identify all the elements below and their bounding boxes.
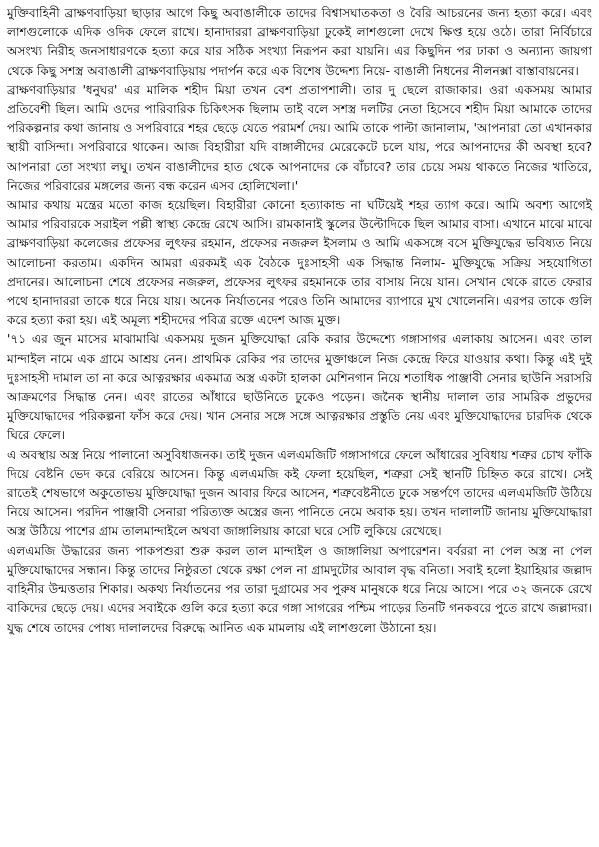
paragraph-3: আমার কথায় মন্ত্রের মতো কাজ হয়েছিল। বিহারীরা কোনো হত্যাকান্ড না ঘটিয়েই শহর ত্যাগ করে। আমি অবশ্য আগেই আমার পরিবারকে সরাইল পল্লী স্বাস্থ্য কেন্দ্রে রেখে আসি। রামকানাই স্কুলের উল্টোদিকে ছিল আমার বাসা। এখানে মাঝে মাঝে ব্রাক্ষণবাড়িয়া কলেজের প্রফেসর লুৎফর রহমান, প্রফেসর নজরুল ইসলাম ও আমি একসঙ্গে বসে মুক্তিযুদ্ধের ভবিষ্যত নিয়ে আলোচনা করতাম। একদিন আমরা এরকমই এক বৈঠকে দুঃসাহসী এক সিদ্ধান্ত নিলাম- মুক্তিযুদ্ধে সক্রিয় সহযোগিতা প্রদানের। আলোচনা শেষে প্রফেসর নজরুল, প্রফেসর লুৎফর রহমানকে তার বাসায় নিয়ে যান। সেখান থেকে রাতে ফেরার পথে হানাদাররা তাকে ধরে নিয়ে যায়। অনেক নির্যাতনের পরেও তিনি আমাদের ব্যাপারে মুখ খোলেননি। এরপর তাকে গুলি করে হত্যা করা হয়। এই অমূল্য শহীদদের পবিত্র রক্তে এদেশ আজ মুক্ত। bbox=[7, 198, 592, 328]
paragraph-5: এ অবস্থায় অস্ত্র নিয়ে পালানো অসুবিধাজনক। তাই দুজন এলএমজিটি গঙ্গাসাগরে ফেলে আঁধারের সুবিধায় শত্রুর চোখ ফাঁকি দিয়ে বেষ্টনি ভেদ করে বেরিয়ে আসেন। কিন্তু এলএমজি কই ফেলা হয়েছিল, শত্রুরা সেই স্থানটি চিহ্নিত করে রাখে। সেই রাতেই শেষভাগে অকুতোভয় মুক্তিযোদ্ধা দুজন আবার ফিরে আসেন, শত্রুবেষ্টনীতে ঢুকে সন্তর্পণে তাদের এলএমজিটি উঠিয়ে নিয়ে আসেন। পরদিন পাঞ্জাবী সেনারা পরিত্যক্ত অস্ত্রের জন্য পানিতে নেমে অবাক হয়। তখন দালালটি জানায় মুক্তিযোদ্ধারা অস্ত্র উঠিয়ে পাশের গ্রাম তালমান্দাইলে অথবা জাঙ্গালিয়ায় কারো ঘরে সেটি লুকিয়ে রেখেছে। bbox=[7, 447, 592, 539]
paragraph-1: মুক্তিবাহিনী ব্রাক্ষণবাড়িয়া ছাড়ার আগে কিছু অবাঙালীকে তাদের বিশ্বাসঘাতকতা ও বৈরি আচরনের জন্য হত্যা করে। এবং লাশগুলোকে এদিক ওদিক ফেলে রাখে। হানাদাররা ব্রাক্ষণবাড়িয়া ঢুকেই লাশগুলো দেখে ক্ষিপ্ত হয়ে ওঠে। তারা নির্বিচারে অসংখ্য নিরীহ জনসাধারণকে হত্যা করে যার সঠিক সংখ্যা নিরূপন করা যায়নি। এর কিছুদিন পর ঢাকা ও অন্যান্য জায়গা থেকে কিছু সশস্ত্র অবাঙালী ব্রাক্ষণবাড়িয়ায় পদার্পন করে এক বিশেষ উদ্দেশ্য নিয়ে- বাঙালী নিধনের নীলনক্সা বাস্তাবায়নের। bbox=[7, 6, 592, 78]
paragraph-6: এলএমজি উদ্ধারের জন্য পাকপশুরা শুরু করল তাল মান্দাইল ও জাঙ্গালিয়া অপারেশন। বর্বররা না পেল অস্ত্র না পেল মুক্তিযোদ্ধাদের সন্ধান। কিন্তু তাদের নিষ্ঠুরতা থেকে রক্ষা পেল না গ্রামদুটোর আবাল বৃদ্ধ বনিতা। সবাই হলো ইয়াহিয়ার জল্লাদ বাহিনীর উন্মত্ততার শিকার। অকথ্য নির্যাতনের পর তারা দুগ্রামের সব পুরুষ মানুষকে ধরে নিয়ে আসে। পরে ৩২ জনকে রেখে বাকিদের ছেড়ে দেয়। এদের সবাইকে গুলি করে হত্যা করে গঙ্গা সাগরের পশ্চিম পাড়ের তিনটি গনকবরে পুতে রাখে জল্লাদরা। যুদ্ধ শেষে তাদের পোষ্য দালালদের বিরুদ্ধে আনিত এক মামলায় এই লাশগুলো উঠানো হয়। bbox=[7, 543, 592, 635]
paragraph-4: '৭১ এর জুন মাসের মাঝামাঝি একসময় দুজন মুক্তিযোদ্ধা রেকি করার উদ্দেশ্যে গঙ্গাসাগর এলাকায় আসেন। এবং তাল মান্দাইল নামে এক গ্রামে আশ্রয় নেন। প্রাথমিক রেকির পর তাদের মুক্তাঞ্চলে নিজ কেন্দ্রে ফিরে যাওয়ার কথা। কিন্তু এই দুই দুঃসাহসী দামাল তা না করে আত্নরক্ষার একমাত্র অস্ত্র একটা হালকা মেশিনগান নিয়ে শতাধিক পাঞ্জাবী সেনার ছাউনি সরাসরি আক্রমণের সিদ্ধান্ত নেন। এবং রাতের আঁধারে ছাউনিতে ঢুকেও পড়েন। জনৈক স্থানীয় দালাল তার সামরিক প্রভুদের মুক্তিযোদ্ধাদের পরিকল্পনা ফাঁস করে দেয়। খান সেনার সঙ্গে সঙ্গে আত্নরক্ষার প্রস্তুতি নেয় এবং মুক্তিযোদ্ধাদের চারদিক থেকে ঘিরে ফেলে। bbox=[7, 332, 592, 443]
paragraph-2: ব্রাক্ষণবাড়িয়ার 'ধনুঘর' এর মালিক শহীদ মিয়া তখন বেশ প্রতাপশালী। তার দু ছেলে রাজাকার। ওরা একসময় আমার প্রতিবেশী ছিল। আমি ওদের পারিবারিক চিকিৎসক ছিলাম তাই বলে সশস্ত্র দলটির নেতা হিসেবে শহীদ মিয়া আমাকে তাদের পরিকল্পনার কথা জানায় ও সপরিবারে শহর ছেড়ে যেতে পরামর্শ দেয়। আমি তাকে পাল্টা জানালাম, 'আপনারা তো এখানকার স্থায়ী বাসিন্দা। সপরিবারে থাকেন। আজ বিহারীরা যদি বাঙ্গালীদের মেরেকেটে চলে যায়, পরে আপনাদের কী অবস্থা হবে? আপনারা তো সংখ্যা লঘু। তখন বাঙালীদের হাত থেকে আপনাদের কে বাঁচাবে? তার চেয়ে সময় থাকতে নিজের খাতিরে, নিজের পরিবারের মঙ্গলের জন্য বন্ধ করেন এসব হোলিখেলা।' bbox=[7, 82, 592, 193]
